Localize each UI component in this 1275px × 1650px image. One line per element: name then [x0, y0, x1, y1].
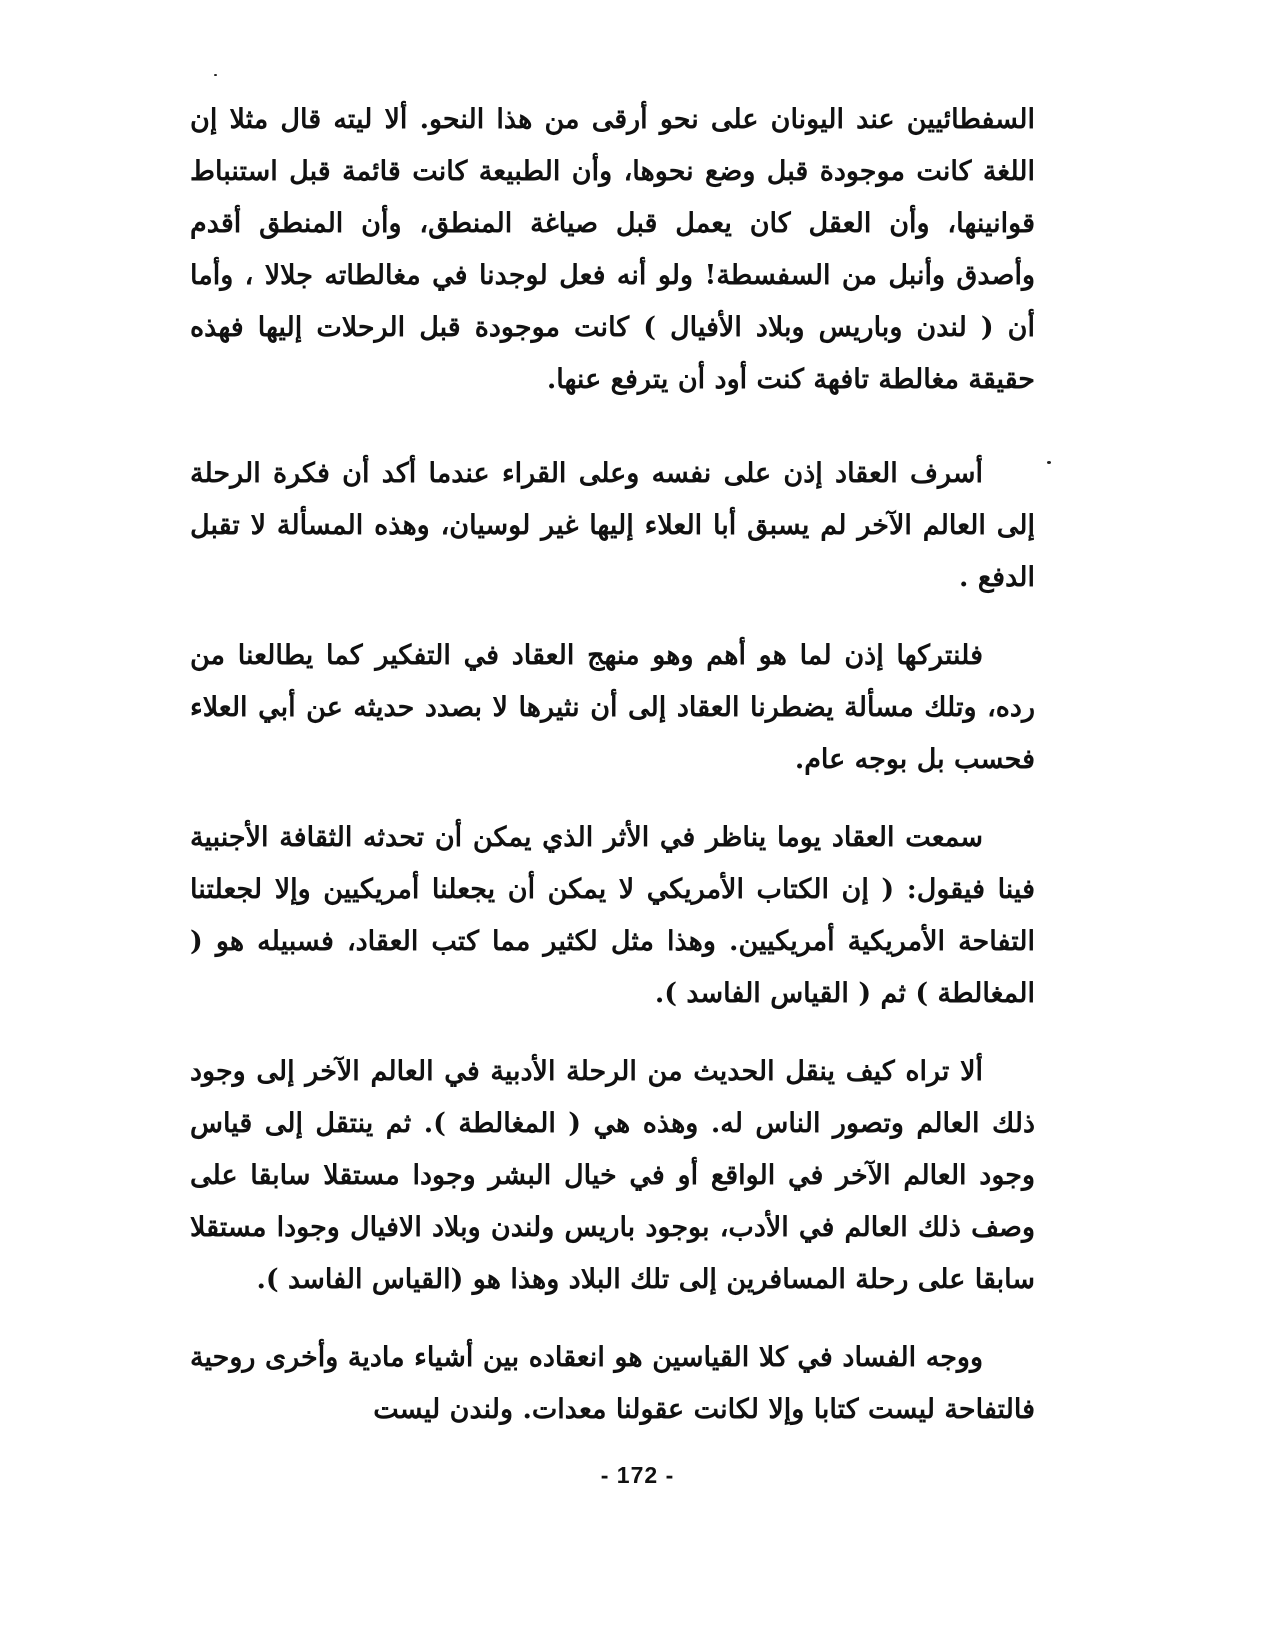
paragraph: ووجه الفساد في كلا القياسين هو انعقاده بين أشياء مادية وأخرى روحية فالتفاحة ليست كتابا وإلا لكانت عقولنا معدات. ولندن ليست: [190, 1342, 1035, 1425]
scan-speck: [214, 74, 217, 76]
page-number: - 172 -: [600, 1462, 675, 1488]
paragraph: ألا تراه كيف ينقل الحديث من الرحلة الأدبية في العالم الآخر إلى وجود ذلك العالم وتصور الناس له. وهذه هي ( المغالطة ). ثم ينتقل إلى قياس وجود العالم الآخر في الواقع أو في خيال البشر وجودا مستقلا سابقا على وصف ذلك العالم في الأدب، بوجود باريس ولندن وبلاد الافيال وجودا مستقلا سابقا على رحلة المسافرين إلى تلك البلاد وهذا هو (القياس الفاسد ).: [190, 1056, 1035, 1295]
paragraph: أسرف العقاد إذن على نفسه وعلى القراء عندما أكد أن فكرة الرحلة إلى العالم الآخر لم يسبق أبا العلاء إليها غير لوسيان، وهذه المسألة لا تقبل الدفع .: [190, 458, 1035, 593]
paragraph: السفطائيين عند اليونان على نحو أرقى من هذا النحو. ألا ليته قال مثلا إن اللغة كانت موجودة قبل وضع نحوها، وأن الطبيعة كانت قائمة قبل استنباط قوانينها، وأن العقل كان يعمل قبل صياغة المنطق، وأن المنطق أقدم وأصدق وأنبل من السفسطة! ولو أنه فعل لوجدنا في مغالطاته جلالا ، وأما أن ( لندن وباريس وبلاد الأفيال ) كانت موجودة قبل الرحلات إليها فهذه حقيقة مغالطة تافهة كنت أود أن يترفع عنها.: [190, 104, 1035, 395]
body-text: [190, 94, 1035, 1436]
paragraph: سمعت العقاد يوما يناظر في الأثر الذي يمكن أن تحدثه الثقافة الأجنبية فينا فيقول: ( إن الكتاب الأمريكي لا يمكن أن يجعلنا أمريكيين وإلا لجعلتنا التفاحة الأمريكية أمريكيين. وهذا مثل لكثير مما كتب العقاد، فسبيله هو ( المغالطة ) ثم ( القياس الفاسد ).: [190, 822, 1035, 1009]
paragraph: فلنتركها إذن لما هو أهم وهو منهج العقاد في التفكير كما يطالعنا من رده، وتلك مسألة يضطرنا العقاد إلى أن نثيرها لا بصدد حديثه عن أبي العلاء فحسب بل بوجه عام.: [190, 640, 1035, 775]
scan-speck: [1047, 461, 1051, 464]
